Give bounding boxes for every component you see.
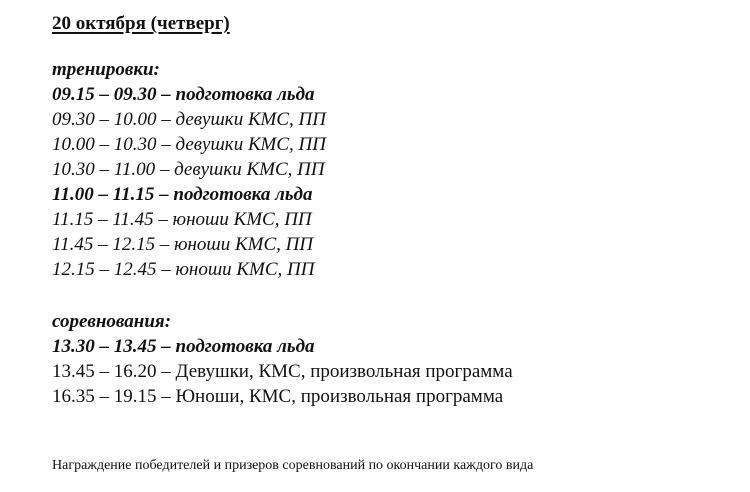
training-section bbox=[52, 57, 326, 282]
schedule-item: 13.45 – 16.20 – Девушки, КМС, произвольная программа bbox=[52, 361, 513, 382]
awards-note: Награждение победителей и призеров соревнований по окончании каждого вида bbox=[52, 458, 534, 473]
schedule-item: 11.00 – 11.15 – подготовка льда bbox=[52, 184, 313, 205]
schedule-item: 10.30 – 11.00 – девушки КМС, ПП bbox=[52, 159, 325, 180]
schedule-item: 13.30 – 13.45 – подготовка льда bbox=[52, 336, 315, 357]
schedule-item: 09.30 – 10.00 – девушки КМС, ПП bbox=[52, 109, 326, 130]
competition-section bbox=[52, 309, 513, 409]
schedule-item: 11.15 – 11.45 – юноши КМС, ПП bbox=[52, 209, 312, 230]
schedule-item: 16.35 – 19.15 – Юноши, КМС, произвольная программа bbox=[52, 386, 504, 407]
schedule-item: 11.45 – 12.15 – юноши КМС, ПП bbox=[52, 234, 314, 255]
schedule-item: 12.15 – 12.45 – юноши КМС, ПП bbox=[52, 259, 315, 280]
page-title: 20 октября (четверг) bbox=[52, 13, 230, 34]
schedule-item: 09.15 – 09.30 – подготовка льда bbox=[52, 84, 315, 105]
schedule-item: 10.00 – 10.30 – девушки КМС, ПП bbox=[52, 134, 326, 155]
section-heading-competition: соревнования: bbox=[52, 311, 172, 332]
section-heading-training: тренировки: bbox=[52, 59, 160, 80]
